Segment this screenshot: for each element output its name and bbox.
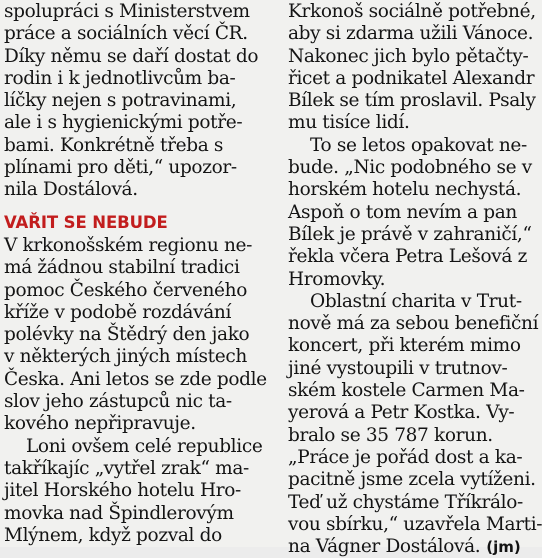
right-paragraph-1 bbox=[288, 1, 540, 135]
text-line: v některých jiných místech bbox=[4, 346, 247, 368]
text-line: jiné vystoupili v trutnov- bbox=[288, 357, 508, 379]
text-line: takříkajíc „vytřel zrak“ ma- bbox=[4, 457, 249, 479]
text-line: ale i s hygienickými potře- bbox=[4, 112, 243, 134]
text-line: Mlýnem, když pozval do bbox=[4, 524, 222, 546]
text-line: vou sbírku,“ uzavřela Marti- bbox=[288, 513, 542, 535]
text-line: bralo se 35 787 korun. bbox=[288, 424, 493, 446]
text-line: Teď už chystáme Tříkrálo- bbox=[288, 491, 523, 513]
text-line: nila Dostálová. bbox=[4, 179, 138, 201]
text-line: Nakonec jich bylo pětačty- bbox=[288, 45, 529, 67]
last-text-line bbox=[288, 536, 540, 558]
text-line: pomoc Českého červeného bbox=[4, 279, 248, 301]
text-line: V krkonošském regionu ne- bbox=[4, 234, 253, 256]
left-paragraph-2 bbox=[4, 235, 266, 436]
text-line: Bílek je právě v zahraničí,“ bbox=[288, 223, 532, 245]
text-line: plínami pro děti,“ upozor- bbox=[4, 157, 237, 179]
text-line: horském hotelu nechystá. bbox=[288, 179, 522, 201]
text-line: slov jeho zástupců nic ta- bbox=[4, 391, 232, 413]
text-line: mu tisíce lidí. bbox=[288, 112, 410, 134]
text-line: koncert, při kterém mimo bbox=[288, 335, 521, 357]
text-line: jitel Horského hotelu Hro- bbox=[4, 480, 241, 502]
text-line: práce a sociálních věcí ČR. bbox=[4, 23, 248, 45]
text-line: yerová a Petr Kostka. Vy- bbox=[288, 402, 515, 424]
right-column bbox=[288, 1, 540, 558]
text-line: pacitně jsme zcela vytíženi. bbox=[288, 469, 536, 491]
text-line: Loni ovšem celé republice bbox=[26, 435, 263, 457]
text-line: Aspoň o tom nevím a pan bbox=[288, 201, 517, 223]
text-line: spolupráci s Ministerstvem bbox=[4, 1, 250, 22]
text-line: rodin i k jednotlivcům ba- bbox=[4, 67, 236, 89]
text-line: má žádnou stabilní tradici bbox=[4, 257, 240, 279]
text-line: řekla včera Petra Lešová z bbox=[288, 246, 527, 268]
left-column bbox=[4, 1, 266, 547]
text-line: Česka. Ani letos se zde podle bbox=[4, 368, 267, 390]
section-heading: VAŘIT SE NEBUDE bbox=[4, 212, 168, 232]
author-byline: (jm) bbox=[486, 538, 521, 557]
text-line: aby si zdarma užili Vánoce. bbox=[288, 23, 534, 45]
text-line: Bílek se tím proslavil. Psaly bbox=[288, 90, 536, 112]
text-line: Oblastní charita v Trut- bbox=[310, 290, 522, 312]
text-line: řicet a podnikatel Alexandr bbox=[288, 67, 535, 89]
text-line: bude. „Nic podobného se v bbox=[288, 157, 532, 179]
text-line: polévky na Štědrý den jako bbox=[4, 324, 250, 346]
closing-text: na Vágner Dostálová. bbox=[288, 536, 481, 558]
right-paragraph-2 bbox=[288, 135, 540, 291]
text-line: nově má za sebou benefiční bbox=[288, 313, 539, 335]
text-line: Hromovky. bbox=[288, 268, 386, 290]
text-line: kříže v podobě rozdávání bbox=[4, 301, 232, 323]
text-line: movka nad Špindlerovým bbox=[4, 502, 234, 524]
text-line: bami. Konkrétně třeba s bbox=[4, 134, 224, 156]
text-line: „Práce je pořád dost a ka- bbox=[288, 446, 523, 468]
right-paragraph-3 bbox=[288, 291, 540, 558]
text-line: kového nepřipravuje. bbox=[4, 413, 196, 435]
text-line: líčky nejen s potravinami, bbox=[4, 90, 237, 112]
text-line: To se letos opakovat ne- bbox=[310, 134, 527, 156]
text-line: Díky němu se daří dostat do bbox=[4, 45, 259, 67]
left-paragraph-3 bbox=[4, 436, 266, 547]
text-line: Krkonoš sociálně potřebné, bbox=[288, 1, 536, 22]
text-line: ském kostele Carmen Ma- bbox=[288, 380, 525, 402]
left-paragraph-1 bbox=[4, 1, 266, 202]
